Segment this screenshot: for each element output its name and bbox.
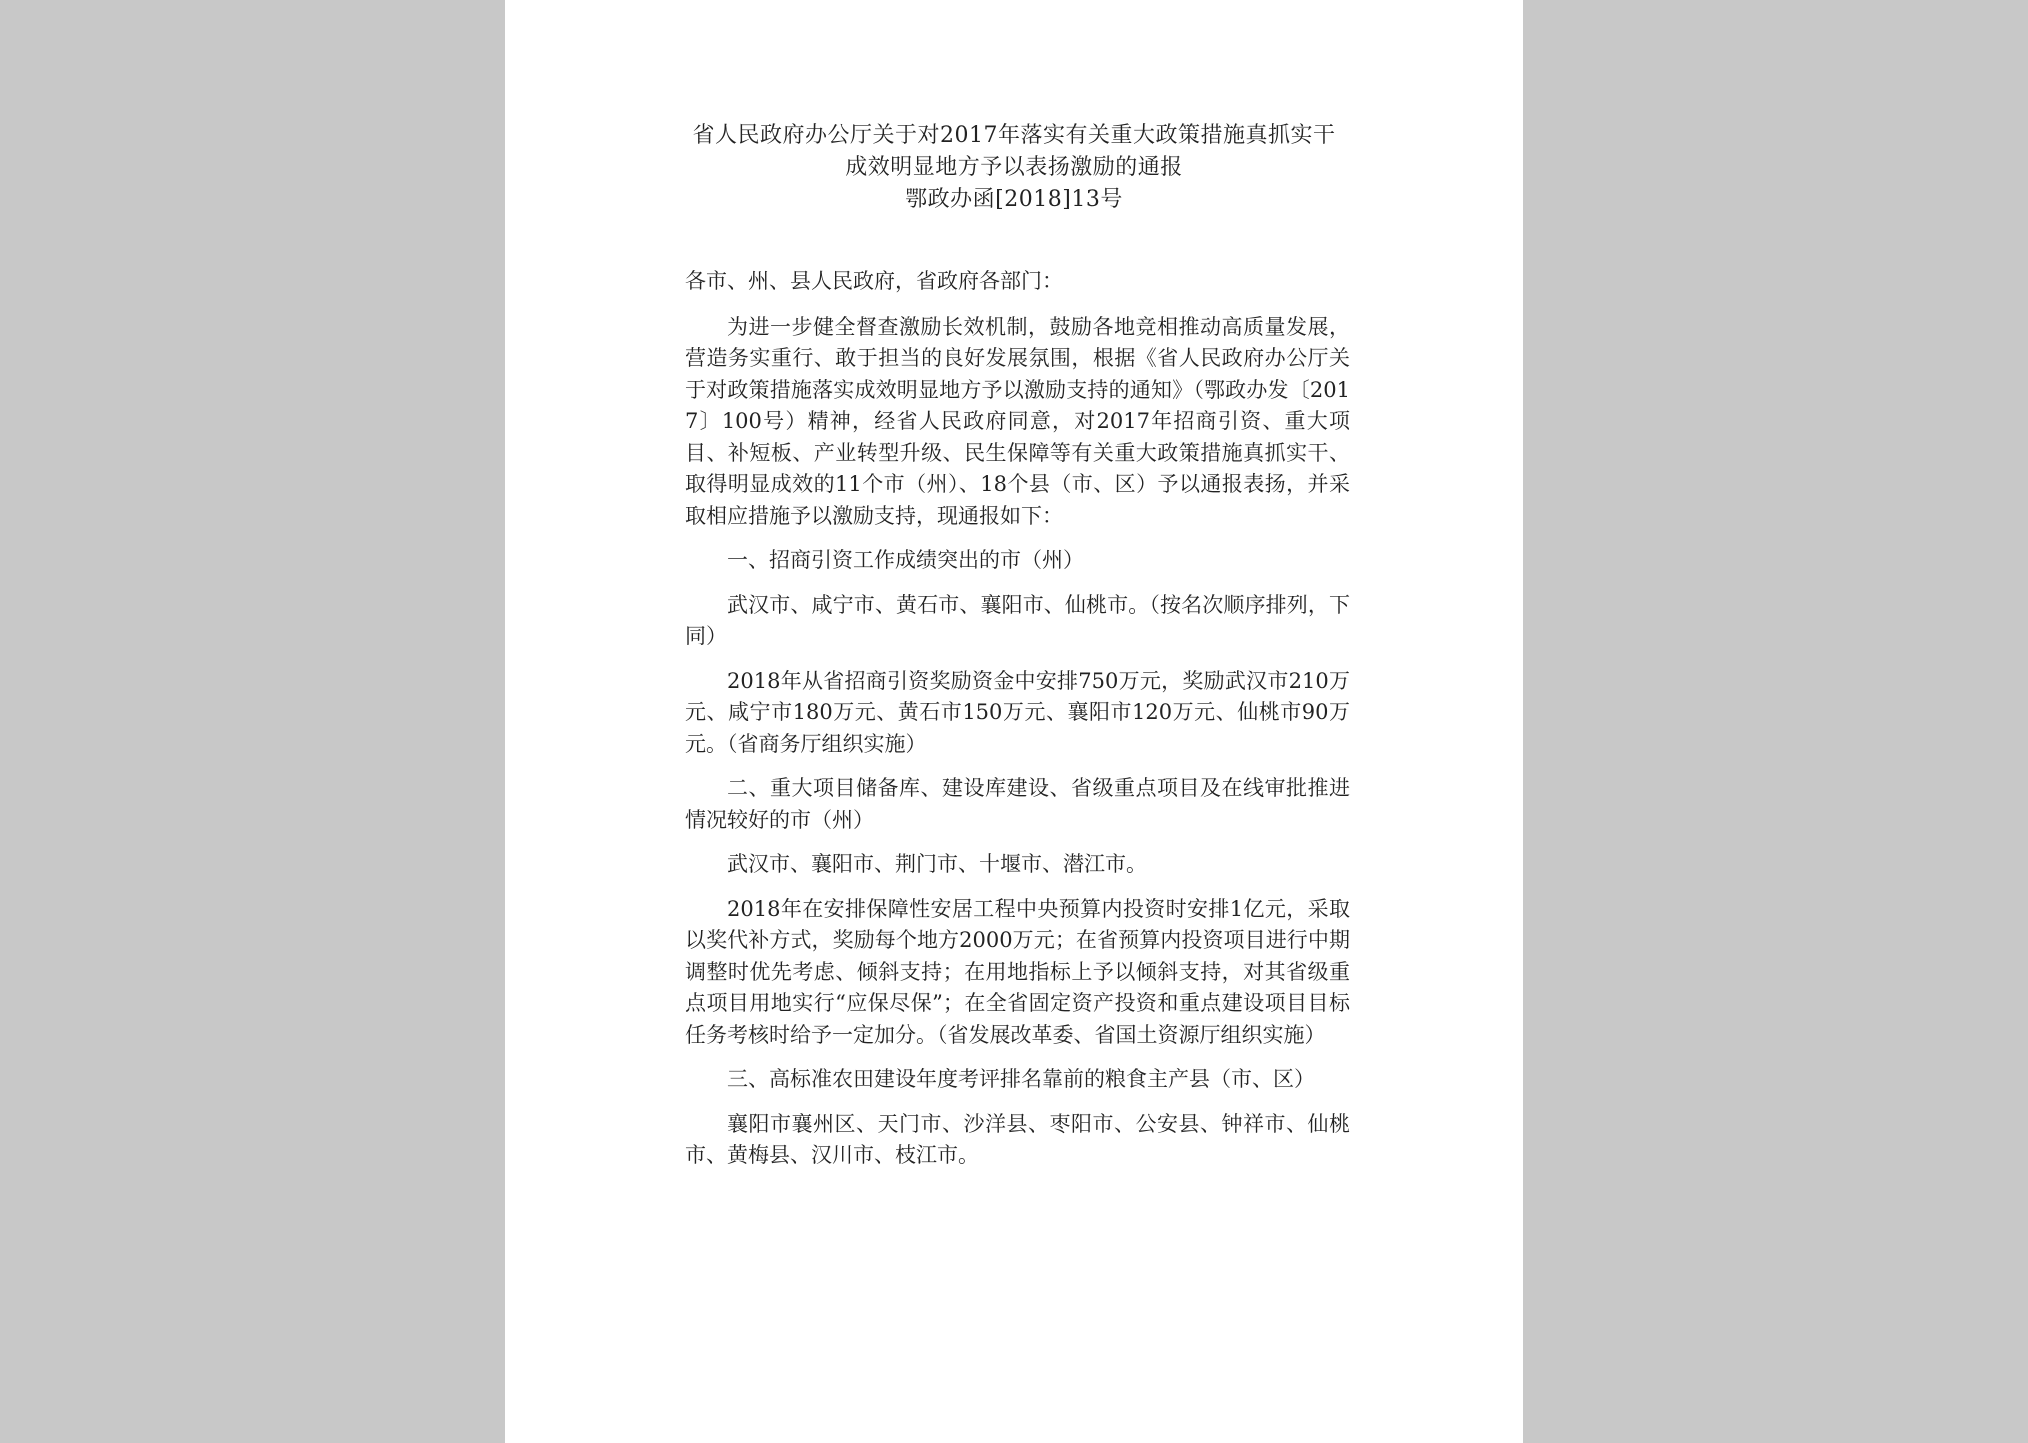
title-line-1: 省人民政府办公厅关于对2017年落实有关重大政策措施真抓实干 [692,123,1336,148]
title-line-2: 成效明显地方予以表扬激励的通报 [845,155,1183,180]
section-heading-3: 三、高标准农田建设年度考评排名靠前的粮食主产县（市、区） [727,1067,1315,1091]
document-body [685,266,1350,1185]
paragraph: 武汉市、襄阳市、荆门市、十堰市、潜江市。 [727,852,1147,876]
section-heading-1: 一、招商引资工作成绩突出的市（州） [727,548,1084,572]
salutation: 各市、州、县人民政府，省政府各部门： [685,269,1063,293]
paragraph-intro: 为进一步健全督查激励长效机制，鼓励各地竞相推动高质量发展，营造务实重行、敢于担当的良好发展氛围，根据《省人民政府办公厅关于对政策措施落实成效明显地方予以激励支持的通知》（鄂政办发〔2017〕100号）精神，经省人民政府同意，对2017年招商引资、重大项目、补短板、产业转型升级、民生保障等有关重大政策措施真抓实干、取得明显成效的11个市（州）、18个县（市、区）予以通报表扬，并采取相应措施予以激励支持，现通报如下： [685,314,1350,528]
document-title [505,120,1523,216]
section-heading-2: 二、重大项目储备库、建设库建设、省级重点项目及在线审批推进情况较好的市（州） [685,776,1350,832]
paragraph: 襄阳市襄州区、天门市、沙洋县、枣阳市、公安县、钟祥市、仙桃市、黄梅县、汉川市、枝江市。 [685,1111,1350,1167]
document-page [505,0,1523,1443]
paragraph: 武汉市、咸宁市、黄石市、襄阳市、仙桃市。（按名次顺序排列，下同） [685,592,1350,648]
paragraph: 2018年从省招商引资奖励资金中安排750万元，奖励武汉市210万元、咸宁市180万元、黄石市150万元、襄阳市120万元、仙桃市90万元。（省商务厅组织实施） [685,668,1350,756]
paragraph: 2018年在安排保障性安居工程中央预算内投资时安排1亿元，采取以奖代补方式，奖励每个地方2000万元；在省预算内投资项目进行中期调整时优先考虑、倾斜支持；在用地指标上予以倾斜支持，对其省级重点项目用地实行“应保尽保”；在全省固定资产投资和重点建设项目目标任务考核时给予一定加分。（省发展改革委、省国土资源厅组织实施） [685,896,1350,1047]
document-number: 鄂政办函[2018]13号 [905,187,1123,212]
